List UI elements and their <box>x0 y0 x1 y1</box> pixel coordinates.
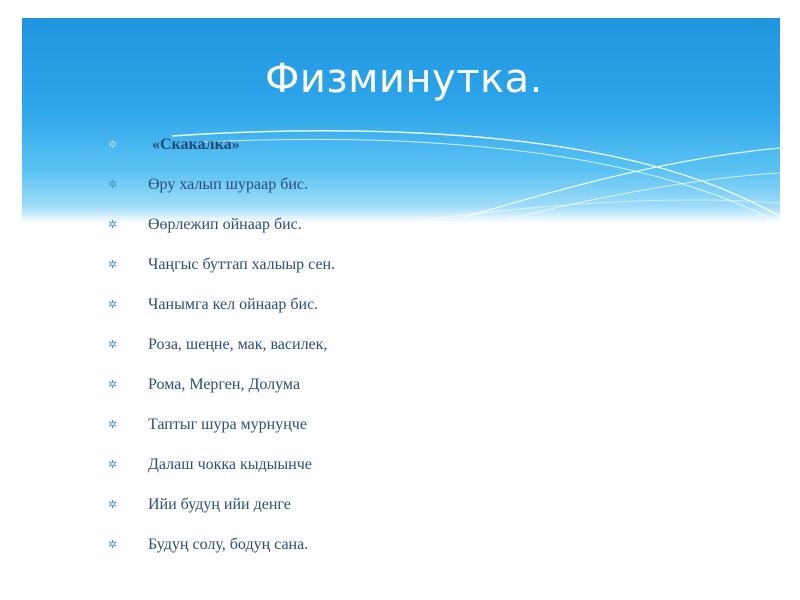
bullet-icon: ✲ <box>108 298 118 311</box>
list-item <box>108 454 335 494</box>
list-item <box>108 334 335 374</box>
list-item <box>108 294 335 334</box>
list-item-text: Чанымга кел ойнаар бис. <box>148 296 319 313</box>
list-item-text: «Скакалка» <box>152 136 240 153</box>
list-item <box>108 174 335 214</box>
list-item-text: Будуң солу, бодуң сана. <box>148 536 309 553</box>
list-item-text: Өру халып шураар бис. <box>148 176 308 193</box>
bullet-icon: ✲ <box>108 338 118 351</box>
bullet-icon: ✲ <box>108 498 118 511</box>
list-item <box>108 414 335 454</box>
list-item-text: Өөрлежип ойнаар бис. <box>148 216 302 233</box>
list-item <box>108 214 335 254</box>
bullet-list <box>108 134 335 574</box>
list-item-text: Таптыг шура мурнуңче <box>148 416 307 433</box>
list-item <box>108 134 335 174</box>
bullet-icon: ✲ <box>108 218 118 231</box>
list-item <box>108 374 335 414</box>
slide-title: Физминутка. <box>265 56 543 102</box>
list-item <box>108 494 335 534</box>
bullet-icon: ✲ <box>108 258 118 271</box>
list-item-text: Рома, Мерген, Долума <box>148 376 301 393</box>
list-item-text: Ийи будуң ийи денге <box>148 496 291 513</box>
list-item <box>108 534 335 574</box>
list-item-text: Роза, шеңне, мак, василек, <box>148 336 328 353</box>
list-item-text: Чаңгыс буттап халыыр сен. <box>148 256 336 273</box>
bullet-icon: ✲ <box>108 178 118 191</box>
list-item-text: Далаш чокка кыдыынче <box>148 456 312 473</box>
bullet-icon: ✲ <box>108 458 118 471</box>
list-item <box>108 254 335 294</box>
bullet-icon: ✲ <box>108 138 118 151</box>
bullet-icon: ✲ <box>108 538 118 551</box>
bullet-icon: ✲ <box>108 378 118 391</box>
bullet-icon: ✲ <box>108 418 118 431</box>
